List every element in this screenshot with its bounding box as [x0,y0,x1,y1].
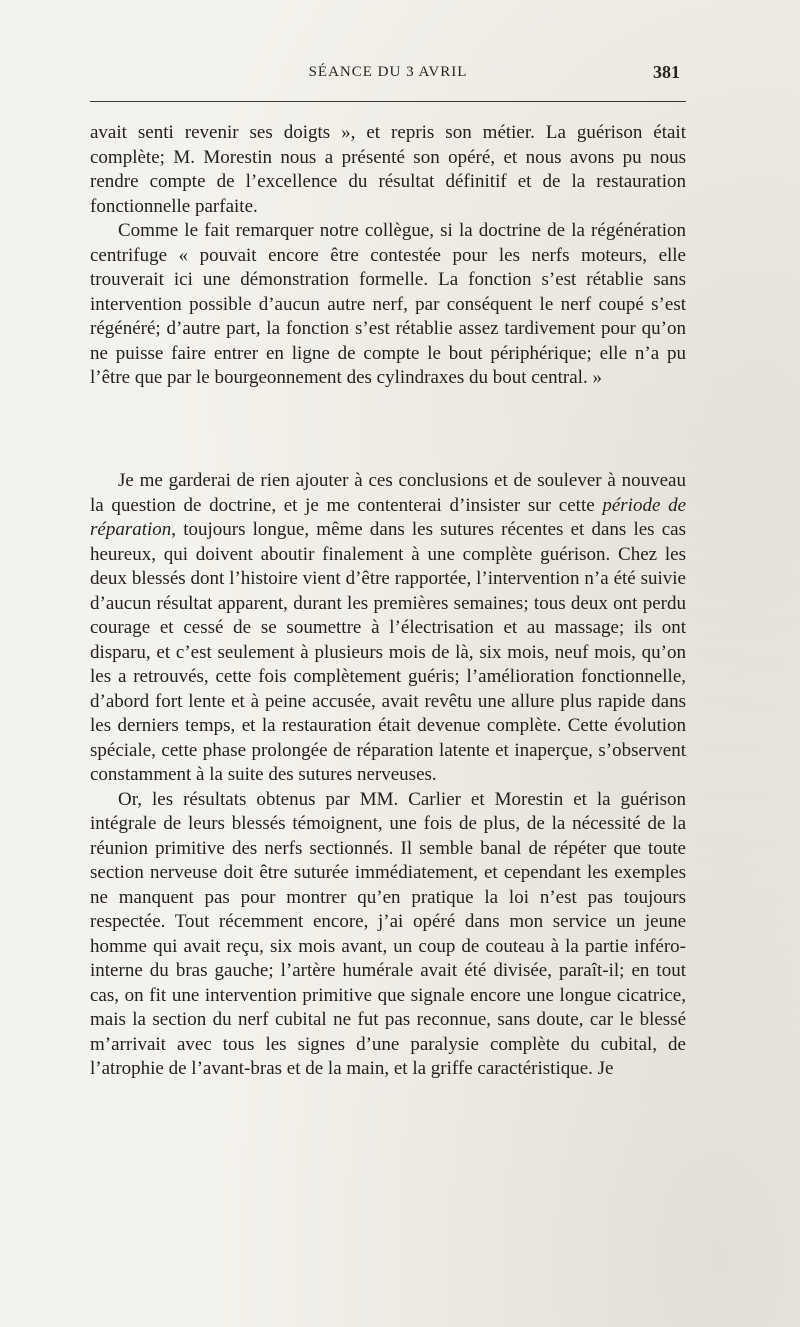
text-block-quote-end [90,121,686,391]
emphasis-periode-de-reparation: période de réparation [90,494,686,540]
running-head: SÉANCE DU 3 AVRIL [308,64,468,80]
paragraph-2: Comme le fait remarquer notre collègue, si la doctrine de la régénération centrifuge « pouvait encore être contestée pour les nerfs moteurs, elle trouverait ici une démonstration formelle. La fonction s’est rétablie sans intervention possible d’aucun autre nerf, par conséquent le nerf coupé s’est régénéré; d’autre part, la fonction s’est rétablie assez tardivement pour qu’on ne puisse faire entrer en ligne de compte le bout périphérique; elle n’a pu l’être que par le bourgeonnement des cylindraxes du bout central. » [90,220,686,388]
paragraph-3-start: Je me garderai de rien ajouter à ces conclusions et de soulever à nouveau la question de doctrine, et je me contenterai d’insister sur cette [90,470,686,516]
text-block-commentary [90,469,686,1082]
paragraph-1: avait senti revenir ses doigts », et repris son métier. La guérison était complète; M. Morestin nous a présenté son opéré, et nous avons pu nous rendre compte de l’excellence du résultat définitif et de la restauration fonctionnelle parfaite. [90,122,686,217]
header-rule [90,101,686,102]
page-number: 381 [653,62,680,82]
paragraph-4: Or, les résultats obtenus par MM. Carlier et Morestin et la guérison intégrale de leurs blessés témoignent, une fois de plus, de la nécessité de la réunion primitive des nerfs sectionnés. Il semble banal de répéter que toute section nerveuse doit être suturée immédiatement, et cependant les exemples ne manquent pas pour montrer qu’en pratique la loi n’est pas toujours respectée. Tout récemment encore, j’ai opéré dans mon service un jeune homme qui avait reçu, six mois avant, un coup de couteau à la partie inféro-interne du bras gauche; l’artère humérale avait été divisée, paraît-il; en tout cas, on fit une intervention primitive que signale encore une longue cicatrice, mais la section du nerf cubital ne fut pas reconnue, sans doute, car le blessé m’arrivait avec tous les signes d’une paralysie complète du cubital, de l’atrophie de l’avant-bras et de la main, et la griffe caractéristique. Je [90,788,686,1079]
paragraph-3-rest: , toujours longue, même dans les sutures récentes et dans les cas heureux, qui doivent aboutir finalement à une complète guérison. Chez les deux blessés dont l’histoire vient d’être rapportée, l’intervention n’a été suivie d’aucun résultat apparent, durant les premières semaines; tous deux ont perdu courage et cessé de se soumettre à l’électrisation et au massage; ils ont disparu, et c’est seulement à plusieurs mois de là, six mois, neuf mois, qu’on les a retrouvés, cette fois complètement guéris; l’amélioration fonctionnelle, d’abord fort lente et à peine accusée, avait revêtu une allure plus rapide dans les derniers temps, et la restauration était devenue complète. Cette évolution spéciale, cette phase prolongée de réparation latente et inaperçue, s’observent constamment à la suite des sutures nerveuses. [90,519,686,785]
page-header [90,60,686,90]
paragraph-3 [90,469,686,788]
